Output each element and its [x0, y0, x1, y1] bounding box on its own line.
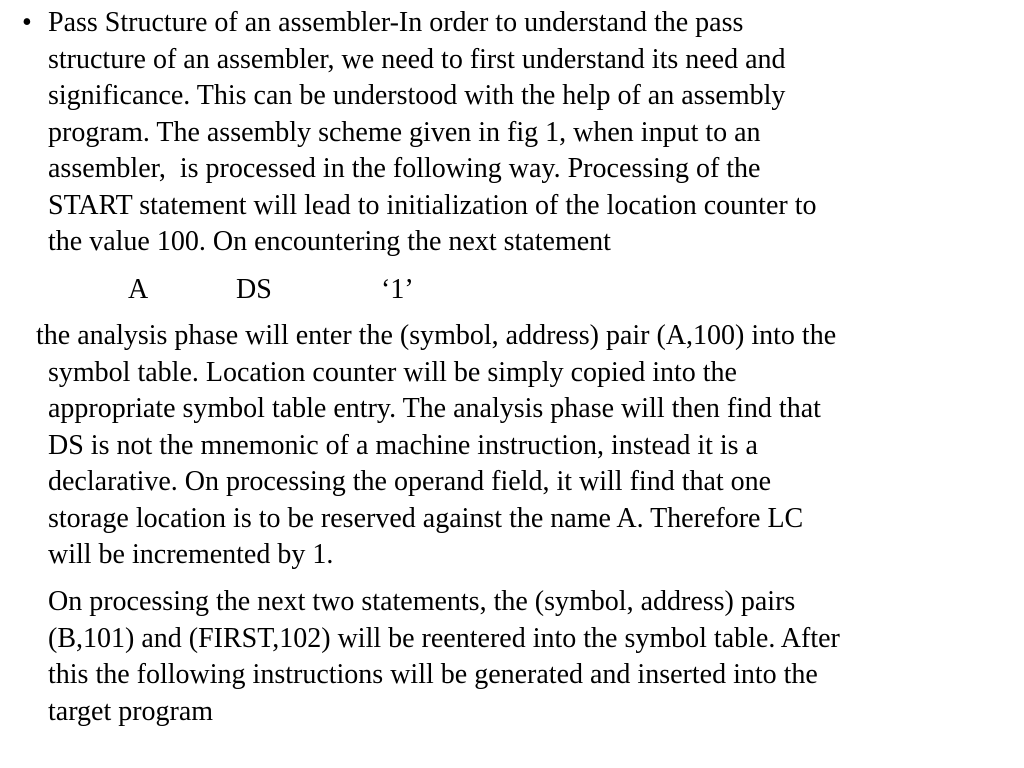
text-line: significance. This can be understood with the help of an assembly: [48, 80, 786, 111]
text-line: symbol table. Location counter will be simply copied into the: [48, 356, 737, 388]
statement-opcode: DS: [236, 274, 272, 305]
text-line: program. The assembly scheme given in fig 1, when input to an: [48, 116, 761, 148]
paragraph-next-statements: [48, 584, 1018, 730]
text-line: this the following instructions will be generated and inserted into the: [48, 659, 818, 690]
text-line: Pass Structure of an assembler-In order to understand the pass: [48, 7, 744, 38]
text-line: On processing the next two statements, the (symbol, address) pairs: [48, 586, 796, 617]
text-line: declarative. On processing the operand field, it will find that one: [48, 466, 772, 497]
text-line: structure of an assembler, we need to first understand its need and: [48, 43, 786, 75]
text-line: target program: [48, 695, 214, 727]
paragraph-analysis-phase: [36, 318, 1018, 574]
bullet-icon: •: [22, 7, 32, 38]
paragraph-pass-structure-intro: [48, 5, 1008, 261]
text-line: DS is not the mnemonic of a machine instruction, instead it is a: [48, 429, 758, 461]
statement-label: A: [128, 274, 149, 305]
text-line: will be incremented by 1.: [48, 539, 334, 570]
text-line: START statement will lead to initialization of the location counter to: [48, 189, 817, 221]
text-line: (B,101) and (FIRST,102) will be reentered into the symbol table. After: [48, 622, 840, 654]
text-line: the analysis phase will enter the (symbol, address) pair (A,100) into the: [36, 320, 837, 351]
text-line: assembler, is processed in the following way. Processing of the: [48, 153, 761, 184]
text-line: storage location is to be reserved against the name A. Therefore LC: [48, 502, 804, 534]
statement-operand: ‘1’: [381, 274, 414, 305]
text-line: appropriate symbol table entry. The analysis phase will then find that: [48, 393, 821, 424]
text-line: the value 100. On encountering the next statement: [48, 226, 611, 257]
